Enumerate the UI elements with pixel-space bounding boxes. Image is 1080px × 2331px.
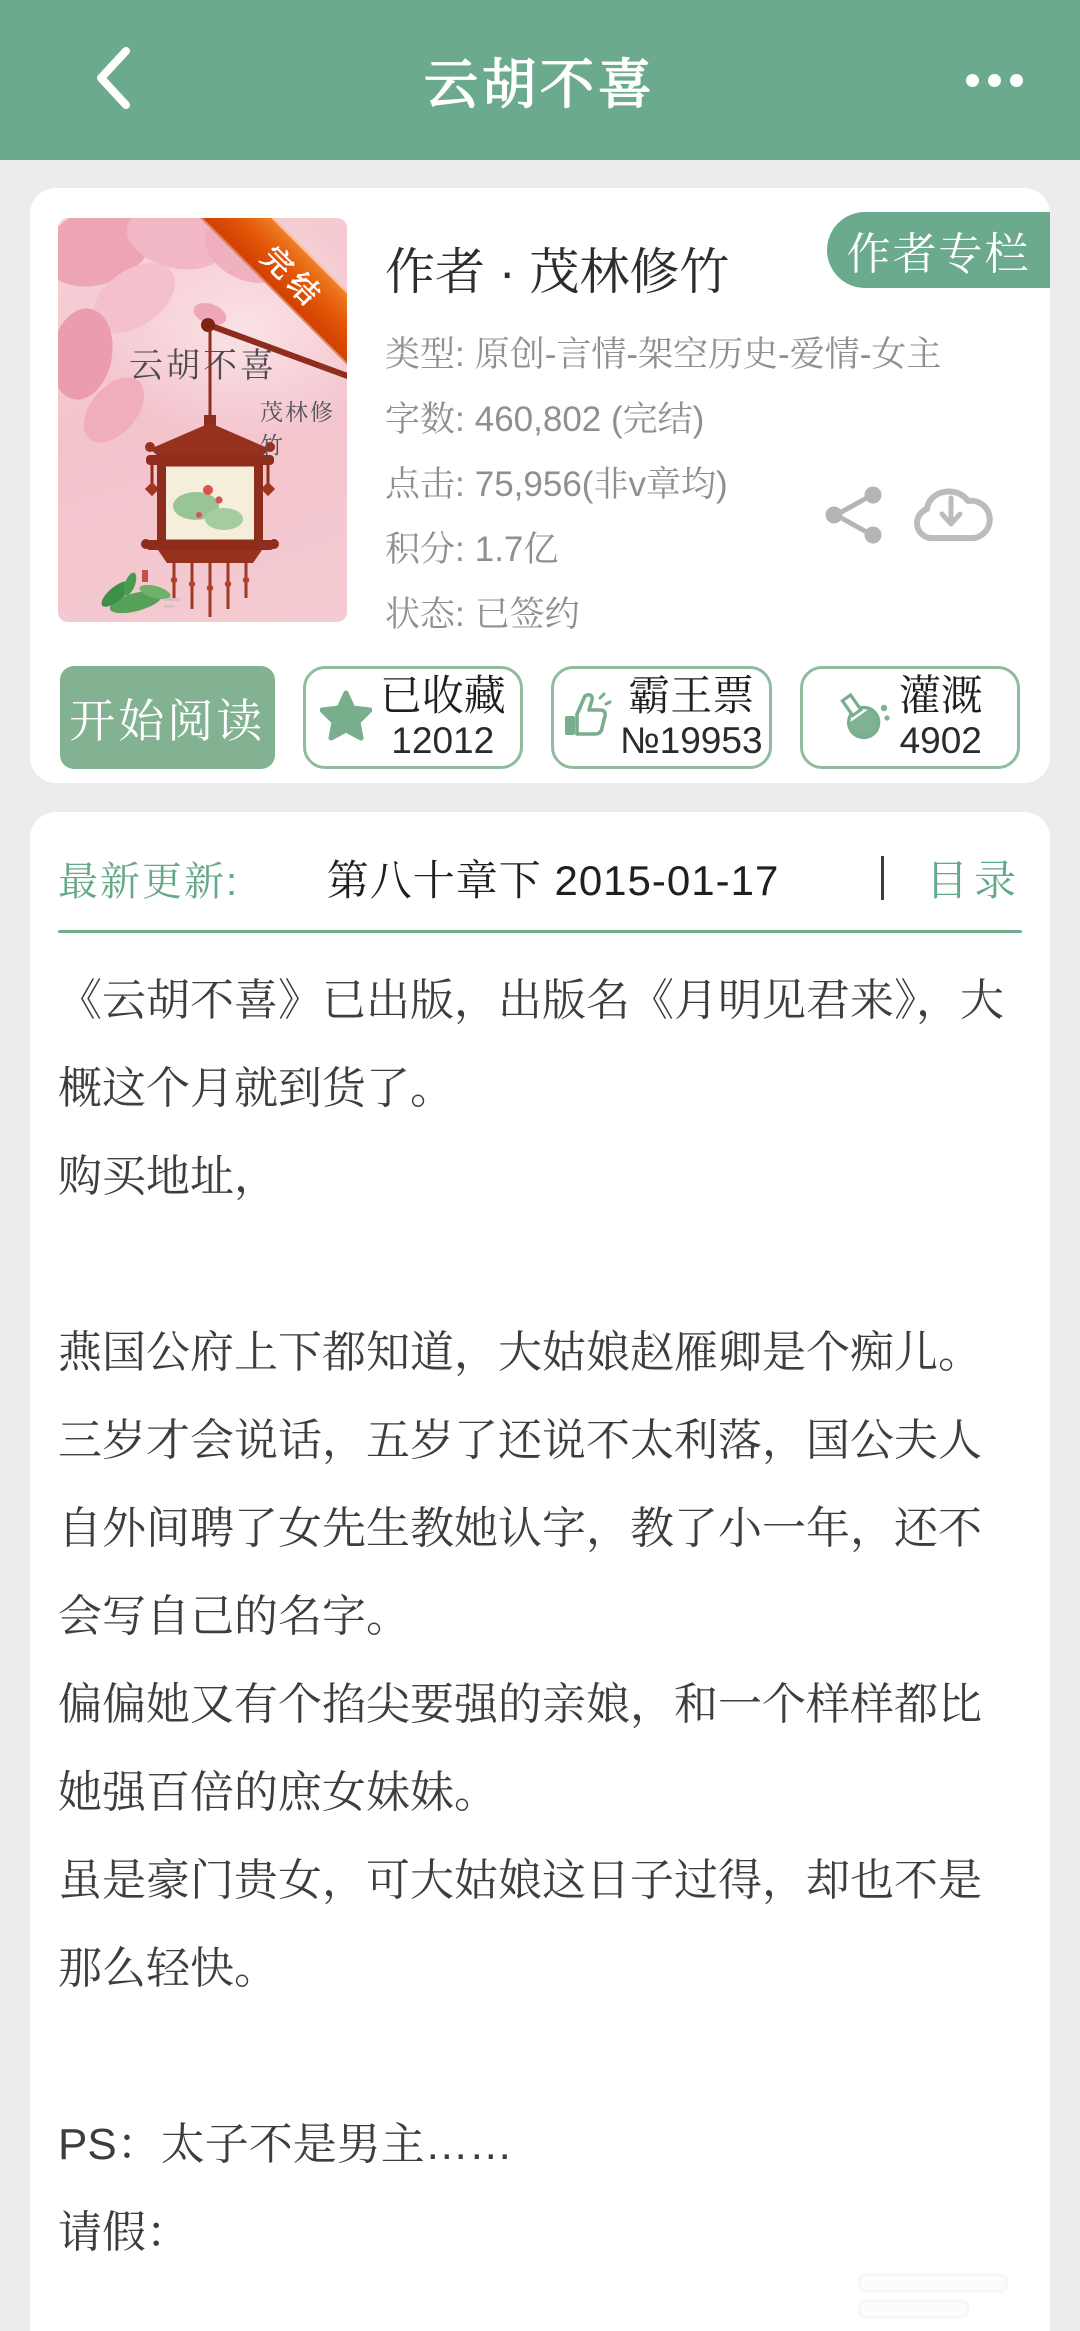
water-label: 灌溉 (898, 672, 983, 720)
description-line (58, 2013, 1022, 2101)
catalog-link[interactable]: 目录 (925, 857, 1022, 904)
thumbs-up-icon (560, 689, 612, 746)
cover-author-name: 茂林修竹 (260, 399, 335, 458)
meta-points: 积分: 1.7亿 (385, 530, 559, 569)
favorite-button[interactable] (303, 666, 524, 769)
author-line: 作者 · 茂林修竹 (385, 244, 730, 300)
meta-clicks: 点击: 75,956(非v章均) (385, 465, 728, 504)
latest-update-label: 最新更新: (58, 859, 240, 904)
section-divider (58, 930, 1022, 933)
favorite-count: 12012 (391, 720, 495, 762)
description-line: 《云胡不喜》已出版，出版名《月明见君来》，大概这个月就到货了。 (58, 976, 1004, 1113)
description-line: 请假： (58, 2208, 190, 2257)
description-line (58, 1221, 1022, 1309)
meta-type: 类型: 原创-言情-架空历史-爱情-女主 (385, 335, 942, 374)
chapter-update-card (30, 812, 1050, 2331)
share-icon[interactable] (824, 486, 886, 549)
description-line: PS：太子不是男主…… (58, 2120, 513, 2169)
finished-ribbon: 完结 (196, 218, 347, 375)
page-title: 云胡不喜 (424, 54, 656, 115)
watermark (858, 2273, 1008, 2325)
star-icon (320, 689, 372, 746)
book-info-card (30, 188, 1050, 783)
latest-update-row (30, 812, 1050, 908)
cloud-download-icon[interactable] (908, 484, 994, 551)
cover-book-title: 云胡不喜 (129, 347, 277, 385)
app-header (0, 0, 1080, 160)
water-button[interactable] (800, 666, 1021, 769)
ticket-label: 霸王票 (628, 672, 755, 720)
start-reading-button[interactable]: 开始阅读 (60, 666, 275, 769)
ellipsis-icon (966, 74, 1023, 87)
water-count: 4902 (899, 720, 982, 762)
action-buttons (60, 666, 1020, 769)
meta-wordcount: 字数: 460,802 (完结) (385, 400, 705, 439)
latest-chapter-link[interactable]: 第八十章下 2015-01-17 (326, 857, 780, 904)
book-description (58, 957, 1022, 2277)
book-cover[interactable] (58, 218, 347, 622)
description-line: 购买地址， (58, 1152, 278, 1201)
ticket-button[interactable] (551, 666, 772, 769)
description-line: 偏偏她又有个掐尖要强的亲娘，和一个样样都比她强百倍的庶女妹妹。 (58, 1680, 982, 1817)
favorite-label: 已收藏 (379, 672, 506, 720)
author-column-button[interactable]: 作者专栏 (827, 212, 1050, 288)
vertical-divider (881, 856, 884, 900)
ticket-count: №19953 (619, 720, 763, 762)
flask-icon (837, 688, 891, 747)
meta-status: 状态: 已签约 (385, 595, 580, 634)
description-line: 虽是豪门贵女，可大姑娘这日子过得，却也不是那么轻快。 (58, 1856, 982, 1993)
book-metadata (385, 322, 941, 647)
description-line: 三岁才会说话，五岁了还说不太利落，国公夫人自外间聘了女先生教她认字，教了小一年，还不会写自己的名字。 (58, 1416, 982, 1641)
description-line: 燕国公府上下都知道，大姑娘赵雁卿是个痴儿。 (58, 1328, 982, 1377)
more-button[interactable] (954, 40, 1034, 120)
